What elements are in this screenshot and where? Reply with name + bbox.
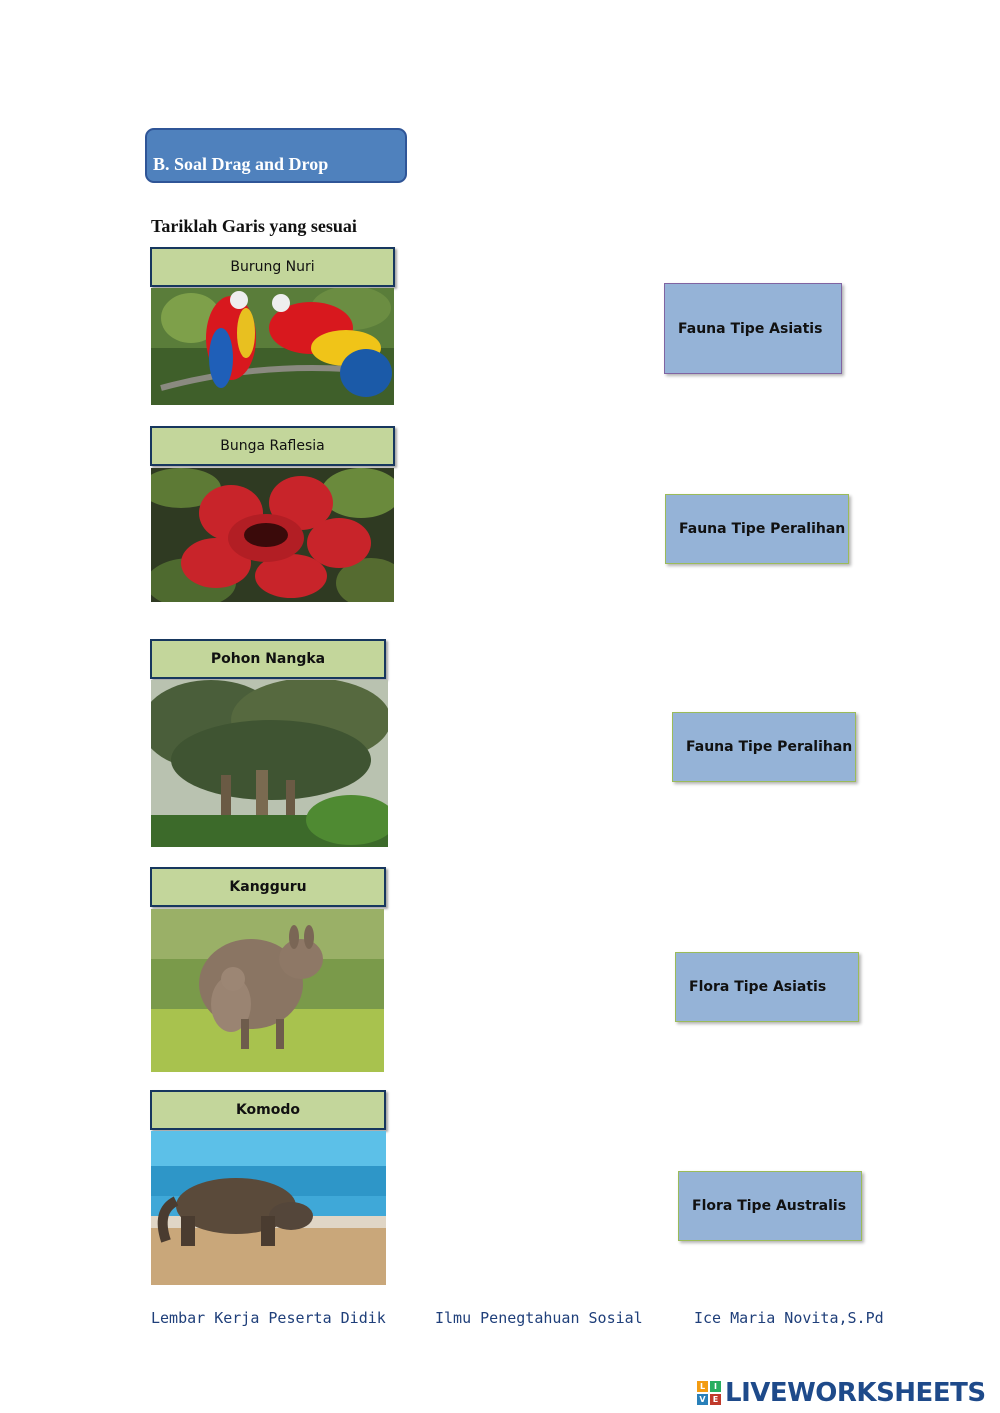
answer-box-fauna-peralihan-2[interactable]: Fauna Tipe Peralihan	[672, 712, 856, 782]
kangaroo-photo	[151, 909, 384, 1072]
instruction-text: Tariklah Garis yang sesuai	[151, 216, 357, 236]
logo-icon	[697, 1381, 721, 1405]
item-label-burung-nuri: Burung Nuri	[150, 247, 395, 287]
logo-letter-i: I	[710, 1381, 721, 1392]
section-header	[145, 128, 407, 183]
komodo-photo	[151, 1131, 386, 1285]
logo-letter-l: L	[697, 1381, 708, 1392]
liveworksheets-logo[interactable]	[697, 1378, 986, 1408]
footer-center: Ilmu Penegtahuan Sosial	[435, 1309, 643, 1327]
parrots-photo	[151, 288, 394, 405]
jackfruit-tree-photo	[151, 680, 388, 847]
section-title: B. Soal Drag and Drop	[153, 154, 329, 174]
answer-box-fauna-asiatis[interactable]: Fauna Tipe Asiatis	[664, 283, 842, 374]
footer-left: Lembar Kerja Peserta Didik	[151, 1309, 386, 1327]
answer-box-fauna-peralihan-1[interactable]: Fauna Tipe Peralihan	[665, 494, 849, 564]
answer-box-flora-asiatis[interactable]: Flora Tipe Asiatis	[675, 952, 859, 1022]
logo-text: LIVEWORKSHEETS	[725, 1378, 986, 1408]
answer-box-flora-australis[interactable]: Flora Tipe Australis	[678, 1171, 862, 1241]
footer-right: Ice Maria Novita,S.Pd	[694, 1309, 884, 1327]
rafflesia-photo	[151, 468, 394, 602]
logo-letter-e: E	[710, 1394, 721, 1405]
item-label-komodo: Komodo	[150, 1090, 386, 1130]
item-label-pohon-nangka: Pohon Nangka	[150, 639, 386, 679]
item-label-kangguru: Kangguru	[150, 867, 386, 907]
logo-letter-v: V	[697, 1394, 708, 1405]
item-label-bunga-raflesia: Bunga Raflesia	[150, 426, 395, 466]
